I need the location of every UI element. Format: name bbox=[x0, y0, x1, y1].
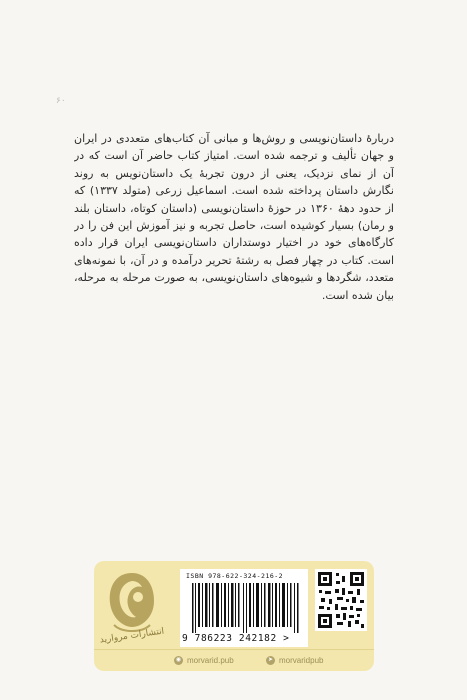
blurb-line: بیان شده است. bbox=[321, 288, 394, 302]
barcode bbox=[180, 569, 308, 647]
blurb-line: و رمان) بسیار کوشیده است، حاصل تجربه و نیز آموزش این فن را در bbox=[74, 219, 394, 233]
barcode-digits: 9 786223 242182 > bbox=[182, 633, 290, 644]
blurb-line: و جهان تألیف و ترجمه شده است. امتیاز کتاب حاضر آن است که در bbox=[74, 149, 394, 163]
social-handle: morvaridpub bbox=[279, 655, 324, 665]
blurb-line: نگارش داستان پرداخته شده است. اسماعیل زرعی (متولد ۱۳۳۷) که bbox=[74, 184, 394, 198]
barcode-bars bbox=[192, 583, 300, 633]
blurb-line: آن از نمای نزدیک، یعنی از درون تجربهٔ یک داستان‌نویس به روند bbox=[74, 166, 394, 180]
social-link-right[interactable] bbox=[266, 653, 323, 667]
book-blurb bbox=[74, 130, 394, 304]
publisher-badge bbox=[94, 561, 374, 671]
instagram-icon: ◉ bbox=[175, 656, 182, 663]
telegram-icon: ➤ bbox=[267, 656, 274, 663]
blurb-line: از حدود دههٔ ۱۳۶۰ در حوزهٔ داستان‌نویسی (داستان کوتاه، داستان بلند bbox=[74, 201, 394, 215]
page-number: ۶۰ bbox=[56, 96, 66, 106]
publisher-name: انتشارات مروارید bbox=[99, 626, 165, 646]
blurb-line: کارگاه‌های خود در اختیار دوستداران داستان‌نویسی ایران قرار داده bbox=[74, 236, 394, 250]
isbn: ISBN 978-622-324-216-2 bbox=[186, 572, 284, 580]
divider bbox=[94, 649, 374, 650]
blurb-line: متعدد، شگردها و شیوه‌های داستان‌نویسی، به صورت مرحله به مرحله، bbox=[74, 271, 394, 285]
blurb-line: دربارهٔ داستان‌نویسی و روش‌ها و مبانی آن کتاب‌های متعددی در ایران bbox=[74, 132, 394, 145]
social-handle: morvarid.pub bbox=[187, 655, 234, 665]
blurb-line: است. کتاب در چهار فصل به رشتهٔ تحریر درآمده و در آن، با نمونه‌های bbox=[74, 253, 394, 267]
qr-code-icon bbox=[315, 569, 367, 631]
social-link-left[interactable] bbox=[174, 653, 234, 667]
